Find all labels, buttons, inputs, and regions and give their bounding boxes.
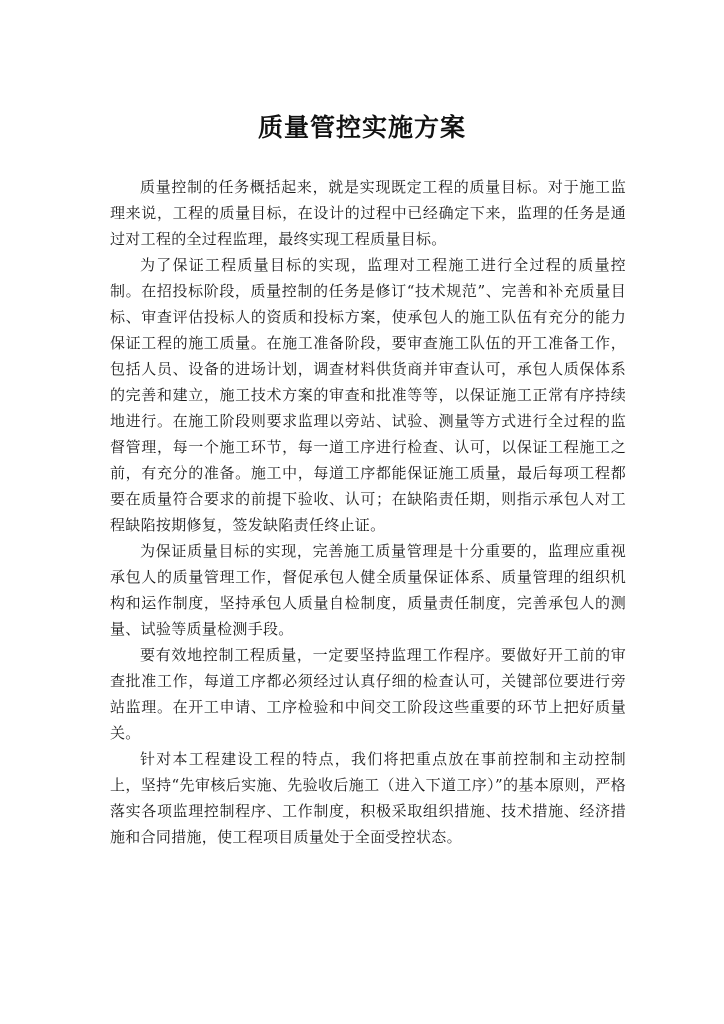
paragraph-project-principles: 针对本工程建设工程的特点，我们将把重点放在事前控制和主动控制上，坚持“先审核后实施、先验收后施工（进入下道工序）”的基本原则，严格落实各项监理控制程序、工作制度，积极采取组织措施、技术措施、经济措施和合同措施，使工程项目质量处于全面受控状态。 <box>110 750 626 846</box>
document-title: 质量管控实施方案 <box>257 113 466 142</box>
paragraph-quality-management: 为保证质量目标的实现，完善施工质量管理是十分重要的，监理应重视承包人的质量管理工作，督促承包人健全质量保证体系、质量管理的组织机构和运作制度，坚持承包人质量自检制度，质量责任制度，完善承包人的测量、试验等质量检测手段。 <box>110 542 626 638</box>
paragraph-supervision-procedure: 要有效地控制工程质量，一定要坚持监理工作程序。要做好开工前的审查批准工作，每道工序都必须经过认真仔细的检查认可，关键部位要进行旁站监理。在开工申请、工序检验和中间交工阶段这些重要的环节上把好质量关。 <box>110 646 626 742</box>
paragraph-quality-control-task: 质量控制的任务概括起来，就是实现既定工程的质量目标。对于施工监理来说，工程的质量目标，在设计的过程中已经确定下来，监理的任务是通过对工程的全过程监理，最终实现工程质量目标。 <box>110 178 626 248</box>
document-body <box>110 174 626 850</box>
paragraph-full-process-control: 为了保证工程质量目标的实现，监理对工程施工进行全过程的质量控制。在招投标阶段，质量控制的任务是修订“技术规范”、完善和补充质量目标、审查评估投标人的资质和投标方案，使承包人的施工队伍有充分的能力保证工程的施工质量。在施工准备阶段，要审查施工队伍的开工准备工作，包括人员、设备的进场计划，调查材料供货商并审查认可，承包人质保体系的完善和建立，施工技术方案的审查和批准等等，以保证施工正常有序持续地进行。在施工阶段则要求监理以旁站、试验、测量等方式进行全过程的监督管理，每一个施工环节，每一道工序进行检查、认可，以保证工程施工之前，有充分的准备。施工中，每道工序都能保证施工质量，最后每项工程都要在质量符合要求的前提下验收、认可；在缺陷责任期，则指示承包人对工程缺陷按期修复，签发缺陷责任终止证。 <box>110 256 626 534</box>
